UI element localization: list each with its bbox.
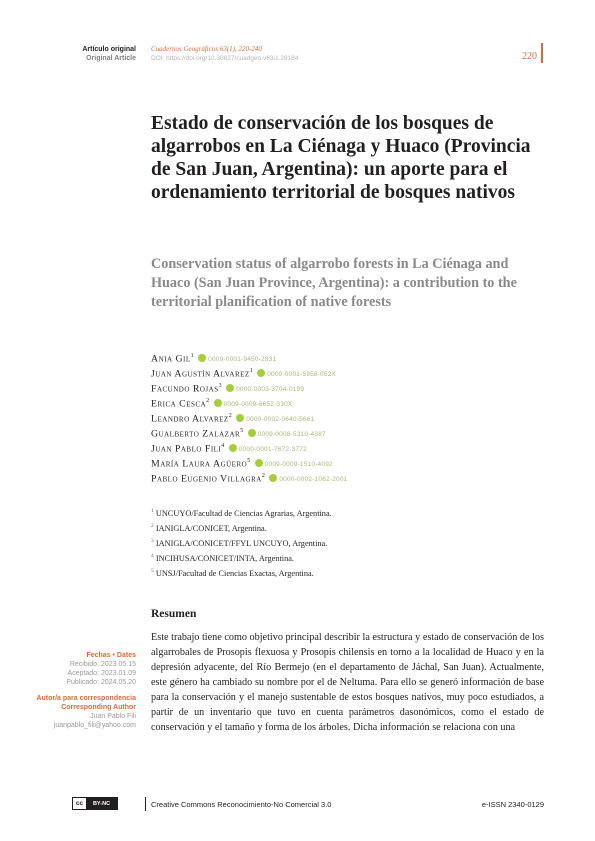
orcid-link[interactable]: 0009-0009-6652-330X bbox=[223, 401, 293, 409]
affiliation-text: UNCUYO/Facultad de Ciencias Agrarias, Argentina. bbox=[155, 508, 332, 518]
article-sidebar bbox=[20, 651, 136, 730]
author-name: Ania Gil bbox=[151, 353, 191, 365]
author-affiliation-mark: 2 bbox=[228, 413, 233, 419]
orcid-icon[interactable] bbox=[198, 354, 206, 362]
author-name: Leandro Alvarez bbox=[151, 413, 229, 425]
author-name: Juan Agustín Alvarez bbox=[151, 368, 250, 380]
affiliation-text: IANIGLA/CONICET/FFYL UNCUYO, Argentina. bbox=[155, 538, 328, 548]
author-item bbox=[151, 454, 551, 469]
affiliation-item bbox=[151, 519, 551, 534]
orcid-link[interactable]: 0000-0002-0640-5661 bbox=[246, 416, 315, 424]
orcid-icon[interactable] bbox=[248, 429, 256, 437]
title-english: Conservation status of algarrobo forests in La Ciénaga and Huaco (San Juan Province, Argentina): a contribution to the territorial planification of native forests bbox=[151, 256, 517, 310]
journal-info bbox=[151, 45, 298, 63]
affiliation-mark: 3 bbox=[151, 538, 154, 544]
author-affiliation-mark: 2 bbox=[206, 398, 210, 404]
author-item bbox=[151, 379, 551, 394]
orcid-link[interactable]: 0009-0009-1510-4092 bbox=[264, 461, 333, 469]
affiliation-item bbox=[151, 504, 551, 519]
title-spanish: Estado de conservación de los bosques de algarrobos en La Ciénaga y Huaco (Provincia de San Juan, Argentina): un aporte para el ordenamiento territorial de bosques nativos bbox=[151, 113, 531, 203]
author-name: Gualberto Zalazar bbox=[151, 428, 241, 440]
abstract-heading: Resumen bbox=[151, 608, 197, 620]
creative-commons-icon: cc bbox=[73, 798, 86, 809]
affiliation-item bbox=[151, 549, 551, 564]
doi-link[interactable]: DOI: https://doi.org/10.30827/cuadgeo.v63i1.28184 bbox=[151, 55, 299, 62]
affiliation-text: INCIHUSA/CONICET/INTA, Argentina. bbox=[155, 553, 294, 563]
author-affiliation-mark: 2 bbox=[261, 473, 266, 479]
affiliation-list bbox=[151, 504, 551, 579]
affiliation-text: UNSJ/Facultad de Ciencias Exactas, Argentina. bbox=[155, 568, 314, 578]
accepted-date: Aceptado: 2023.01.09 bbox=[67, 670, 136, 677]
issn: e-ISSN 2340-0129 bbox=[481, 800, 544, 809]
corresponding-author-name: Juan Pablo Fili bbox=[90, 713, 136, 720]
orcid-link[interactable]: 0000-0003-3704-0199 bbox=[236, 386, 305, 394]
author-affiliation-mark: 1 bbox=[190, 353, 195, 359]
orcid-link[interactable]: 0000-0001-7672-3772 bbox=[238, 446, 307, 454]
affiliation-mark: 1 bbox=[151, 508, 154, 514]
author-affiliation-mark: 5 bbox=[247, 458, 251, 464]
author-item bbox=[151, 439, 551, 454]
author-name: Pablo Eugenio Villagra bbox=[151, 473, 262, 485]
affiliation-text: IANIGLA/CONICET, Argentina. bbox=[155, 523, 267, 533]
affiliation-mark: 5 bbox=[151, 568, 154, 574]
author-affiliation-mark: 3 bbox=[218, 383, 223, 389]
author-item bbox=[151, 424, 551, 439]
footer-divider bbox=[145, 797, 146, 811]
affiliation-item bbox=[151, 534, 551, 549]
orcid-icon[interactable] bbox=[255, 459, 263, 467]
orcid-icon[interactable] bbox=[257, 369, 265, 377]
author-name: Juan Pablo Fili bbox=[151, 443, 222, 455]
cc-license-badge[interactable] bbox=[72, 797, 118, 810]
affiliation-mark: 2 bbox=[151, 523, 154, 529]
orcid-icon[interactable] bbox=[226, 384, 234, 392]
author-item bbox=[151, 394, 551, 409]
affiliation-item bbox=[151, 564, 551, 579]
author-item bbox=[151, 364, 551, 379]
orcid-link[interactable]: 0000-0001-5958-052X bbox=[267, 371, 337, 379]
published-date: Publicado: 2024.05.20 bbox=[66, 679, 136, 686]
affiliation-mark: 4 bbox=[151, 553, 154, 559]
article-type-en: Original Article bbox=[86, 55, 136, 62]
author-item bbox=[151, 469, 551, 484]
author-item bbox=[151, 409, 551, 424]
page-number: 220 bbox=[522, 51, 537, 62]
corresponding-author-heading-es: Autor/a para correspondencia bbox=[36, 695, 136, 702]
author-name: Erica Cesca bbox=[151, 398, 207, 410]
orcid-link[interactable]: 0009-0008-5310-4387 bbox=[257, 431, 326, 439]
page-number-bar bbox=[541, 43, 543, 63]
author-affiliation-mark: 1 bbox=[249, 368, 254, 374]
article-type bbox=[40, 45, 136, 63]
article-type-es: Artículo original bbox=[82, 46, 136, 53]
author-affiliation-mark: 4 bbox=[221, 443, 225, 449]
abstract-text: Este trabajo tiene como objetivo principal describir la estructura y estado de conservación de los algarrobales de Prosopis flexuosa y Prosopis chilensis en torno a la localidad de Huaco y en la depresión adyacente, del Río Bermejo (en el departamento de Jáchal, San Juan). Actualmente, este género ha cambiado su nombre por el de Neltuma. Para ello se generó información de base para la conservación y el manejo sustentable de estos bosques nativos, muy poco estudiados, a partir de un inventario que tuvo en cuenta parámetros dasonómicos, como el estado de conservación y el tamaño y forma de los árboles. Dicha información se relaciona con una bbox=[151, 632, 544, 733]
author-name: María Laura Agüero bbox=[151, 458, 248, 470]
author-list bbox=[151, 349, 551, 484]
corresponding-author-email[interactable]: juanpablo_fili@yahoo.com bbox=[53, 722, 136, 729]
license-text: Creative Commons Reconocimiento-No Comercial 3.0 bbox=[151, 800, 332, 809]
orcid-link[interactable]: 0000-0002-1062-2001 bbox=[279, 476, 348, 484]
corresponding-author-heading-en: Corresponding Author bbox=[61, 704, 136, 711]
orcid-icon[interactable] bbox=[229, 444, 237, 452]
author-item bbox=[151, 349, 551, 364]
dates-heading: Fechas • Dates bbox=[86, 652, 136, 659]
received-date: Recibido: 2023.05.15 bbox=[69, 661, 136, 668]
orcid-link[interactable]: 0009-0001-9450-2831 bbox=[208, 356, 277, 364]
cc-badge-label: BY-NC bbox=[92, 800, 111, 807]
journal-citation: Cuadernos Geográficos 63(1), 220-240 bbox=[151, 45, 262, 53]
orcid-icon[interactable] bbox=[269, 474, 277, 482]
author-name: Facundo Rojas bbox=[151, 383, 219, 395]
orcid-icon[interactable] bbox=[214, 399, 222, 407]
author-affiliation-mark: 5 bbox=[240, 428, 244, 434]
orcid-icon[interactable] bbox=[236, 414, 244, 422]
